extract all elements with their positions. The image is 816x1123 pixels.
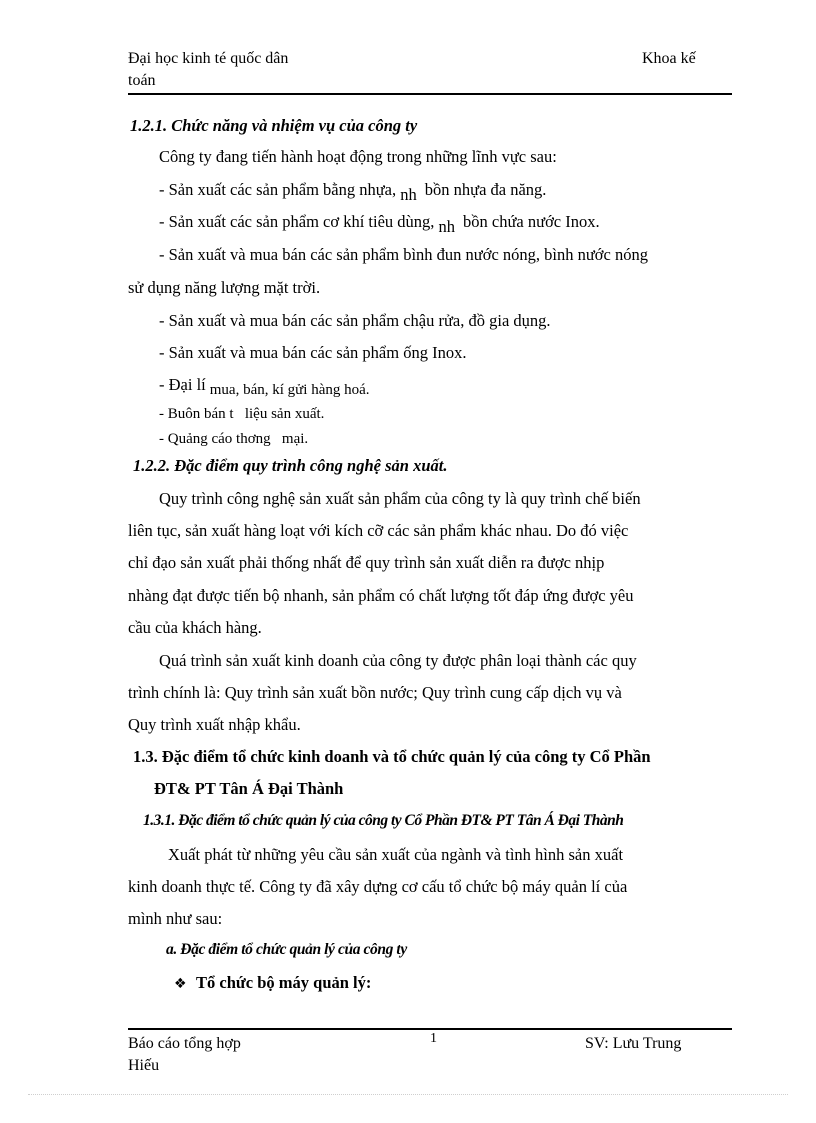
list-item-text: mua, bán, kí gửi hàng hoá. <box>209 382 370 398</box>
paragraph-line: Quy trình công nghệ sản xuất sản phẩm của công ty là quy trình chế biến <box>159 489 641 508</box>
list-item-continued: sử dụng năng lượng mặt trời. <box>128 278 321 297</box>
list-item <box>159 375 370 398</box>
paragraph-line: Quá trình sản xuất kinh doanh của công ty được phân loại thành các quy <box>159 651 637 670</box>
bullet-item <box>174 973 371 993</box>
header-school: Đại học kinh té quốc dân <box>128 50 289 67</box>
header-rule <box>128 93 732 95</box>
footer-student: SV: Lưu Trung <box>585 1035 682 1052</box>
diamond-bullet-icon: ❖ <box>174 976 187 992</box>
page-number: 1 <box>430 1031 437 1046</box>
list-item: - Sản xuất và mua bán các sản phẩm ống Inox. <box>159 343 467 362</box>
bullet-text: Tổ chức bộ máy quản lý: <box>196 973 372 992</box>
paragraph-line: Xuất phát từ những yêu cầu sản xuất của ngành và tình hình sản xuất <box>168 845 624 864</box>
section-heading-1-3-continued: ĐT& PT Tân Á Đại Thành <box>154 779 344 798</box>
paragraph-line: kinh doanh thực tế. Công ty đã xây dựng cơ cấu tổ chức bộ máy quản lí của <box>128 877 628 896</box>
list-item: - Sản xuất và mua bán các sản phẩm bình đun nước nóng, bình nước nóng <box>159 245 648 264</box>
list-item-text: bồn chứa nước Inox. <box>463 212 600 231</box>
list-item-sub: nh <box>438 217 456 236</box>
footer-rule <box>128 1028 732 1030</box>
section-121-intro: Công ty đang tiến hành hoạt động trong những lĩnh vực sau: <box>159 147 557 166</box>
footer-report-title: Báo cáo tổng hợp <box>128 1035 241 1052</box>
list-item-text: bồn nhựa đa năng. <box>424 180 547 199</box>
paragraph-line: trình chính là: Quy trình sản xuất bồn nước; Quy trình cung cấp dịch vụ và <box>128 683 622 702</box>
list-item-sub: nh <box>400 185 417 204</box>
list-item: - Buôn bán t liệu sản xuất. <box>159 406 325 422</box>
list-item-text: - Đại lí <box>159 375 206 394</box>
subsection-heading-a: a. Đặc điểm tổ chức quản lý của công ty <box>166 941 407 958</box>
section-heading-1-2-1: 1.2.1. Chức năng và nhiệm vụ của công ty <box>130 116 418 135</box>
footer-report-title-continued: Hiếu <box>128 1057 160 1074</box>
list-item <box>159 180 547 204</box>
paragraph-line: liên tục, sản xuất hàng loạt với kích cỡ các sản phẩm khác nhau. Do đó việc <box>128 521 629 540</box>
paragraph-line: chỉ đạo sản xuất phải thống nhất để quy trình sản xuất diễn ra được nhịp <box>128 553 605 572</box>
paragraph-line: cầu của khách hàng. <box>128 618 262 637</box>
list-item: - Quảng cáo thơng mại. <box>159 431 309 447</box>
list-item-text: - Sản xuất các sản phẩm cơ khí tiêu dùng, <box>159 212 439 231</box>
paragraph-line: nhàng đạt được tiến bộ nhanh, sản phẩm có chất lượng tốt đáp ứng được yêu <box>128 586 634 605</box>
section-heading-1-3: 1.3. Đặc điểm tổ chức kinh doanh và tổ chức quản lý của công ty Cổ Phần <box>133 747 651 766</box>
section-heading-1-3-1: 1.3.1. Đặc điểm tổ chức quản lý của công ty Cổ Phần ĐT& PT Tân Á Đại Thành <box>143 812 624 829</box>
paragraph-line: mình như sau: <box>128 909 223 928</box>
paragraph-line: Quy trình xuất nhập khẩu. <box>128 715 301 734</box>
page-bottom-divider <box>28 1094 788 1095</box>
list-item: - Sản xuất và mua bán các sản phẩm chậu rửa, đồ gia dụng. <box>159 311 551 330</box>
section-heading-1-2-2: 1.2.2. Đặc điểm quy trình công nghệ sản xuất. <box>133 456 448 475</box>
list-item-text: - Sản xuất các sản phẩm bằng nhựa, <box>159 180 401 199</box>
header-school-continued: toán <box>128 72 156 89</box>
list-item <box>159 212 600 236</box>
header-faculty: Khoa kế <box>642 50 696 67</box>
